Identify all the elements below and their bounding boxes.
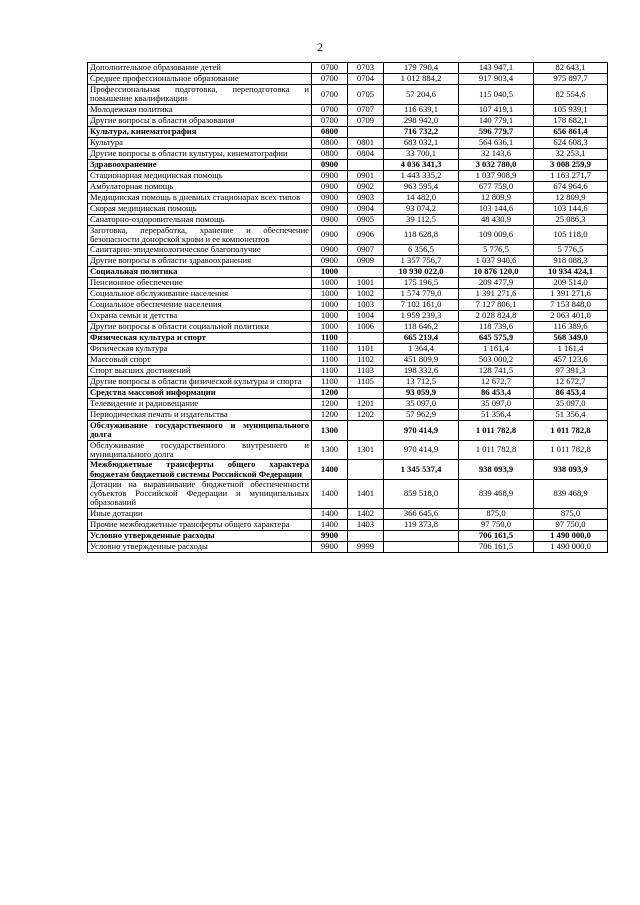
row-value-year-3: 1 011 782,8 <box>534 440 608 460</box>
row-section-code: 1000 <box>312 300 348 311</box>
row-section-code: 0900 <box>312 214 348 225</box>
row-section-code: 9900 <box>312 530 348 541</box>
row-section-code: 1000 <box>312 267 348 278</box>
row-value-year-1: 57 962,9 <box>384 410 459 421</box>
table-row-section-total <box>88 333 608 344</box>
row-value-year-2: 596 779,7 <box>459 126 534 137</box>
row-subsection-code <box>348 159 384 170</box>
row-name-cell: Социальное обслуживание населения <box>88 289 312 300</box>
row-subsection-code: 0906 <box>348 225 384 245</box>
row-section-code: 0900 <box>312 245 348 256</box>
row-value-year-3: 2 063 401,0 <box>534 311 608 322</box>
row-value-year-1: 1 959 239,3 <box>384 311 459 322</box>
row-subsection-code: 1103 <box>348 366 384 377</box>
row-subsection-code: 1202 <box>348 410 384 421</box>
row-value-year-1: 118 646,2 <box>384 322 459 333</box>
row-name-cell: Обслуживание государственного внутреннего и муниципального долга <box>88 440 312 460</box>
row-subsection-code: 0703 <box>348 63 384 74</box>
row-value-year-3: 103 144,6 <box>534 203 608 214</box>
row-name-cell: Санаторно-оздоровительная помощь <box>88 214 312 225</box>
row-name-cell: Условно утвержденные расходы <box>88 541 312 552</box>
table-row <box>88 214 608 225</box>
row-name-cell: Среднее профессиональное образование <box>88 74 312 85</box>
row-value-year-2: 107 419,1 <box>459 104 534 115</box>
row-value-year-3: 51 356,4 <box>534 410 608 421</box>
row-value-year-1: 35 097,0 <box>384 399 459 410</box>
table-row-section-total <box>88 159 608 170</box>
row-name-cell: Спорт высших достижений <box>88 366 312 377</box>
row-name-cell: Социальная политика <box>88 267 312 278</box>
row-value-year-2: 1 037 940,6 <box>459 256 534 267</box>
row-value-year-3: 656 861,4 <box>534 126 608 137</box>
row-value-year-1: 14 482,0 <box>384 192 459 203</box>
table-row <box>88 278 608 289</box>
row-value-year-2: 1 037 908,9 <box>459 170 534 181</box>
row-section-code: 1100 <box>312 377 348 388</box>
row-value-year-3: 209 514,0 <box>534 278 608 289</box>
row-value-year-2: 839 468,9 <box>459 479 534 508</box>
row-value-year-2: 503 000,2 <box>459 355 534 366</box>
row-subsection-code <box>348 421 384 441</box>
row-subsection-code <box>348 126 384 137</box>
row-value-year-3: 7 153 848,0 <box>534 300 608 311</box>
row-name-cell: Культура, кинематография <box>88 126 312 137</box>
row-value-year-3: 839 468,9 <box>534 479 608 508</box>
row-subsection-code: 0904 <box>348 203 384 214</box>
row-value-year-3: 97 391,3 <box>534 366 608 377</box>
table-row <box>88 181 608 192</box>
row-value-year-3: 10 934 424,1 <box>534 267 608 278</box>
table-row <box>88 519 608 530</box>
table-row-section-total <box>88 267 608 278</box>
row-section-code: 1100 <box>312 366 348 377</box>
row-value-year-1: 1 357 756,7 <box>384 256 459 267</box>
row-subsection-code: 1401 <box>348 479 384 508</box>
table-row <box>88 104 608 115</box>
row-section-code: 0900 <box>312 192 348 203</box>
row-section-code: 0700 <box>312 115 348 126</box>
row-value-year-3: 624 608,3 <box>534 137 608 148</box>
row-value-year-2: 564 636,1 <box>459 137 534 148</box>
row-subsection-code: 0709 <box>348 115 384 126</box>
row-name-cell: Физическая культура <box>88 344 312 355</box>
row-subsection-code: 1001 <box>348 278 384 289</box>
table-row <box>88 74 608 85</box>
table-row <box>88 300 608 311</box>
row-section-code: 1200 <box>312 399 348 410</box>
row-subsection-code: 1002 <box>348 289 384 300</box>
table-row <box>88 541 608 552</box>
row-value-year-1: 119 373,8 <box>384 519 459 530</box>
row-subsection-code: 0902 <box>348 181 384 192</box>
row-subsection-code: 0704 <box>348 74 384 85</box>
row-subsection-code: 1003 <box>348 300 384 311</box>
table-row-section-total <box>88 530 608 541</box>
row-subsection-code: 9999 <box>348 541 384 552</box>
row-value-year-3: 116 389,6 <box>534 322 608 333</box>
row-value-year-1: 198 332,6 <box>384 366 459 377</box>
row-value-year-1: 175 196,5 <box>384 278 459 289</box>
row-section-code: 1000 <box>312 289 348 300</box>
row-section-code: 1000 <box>312 278 348 289</box>
row-section-code: 0700 <box>312 63 348 74</box>
row-section-code: 1000 <box>312 322 348 333</box>
row-value-year-2: 48 430,9 <box>459 214 534 225</box>
row-section-code: 1400 <box>312 508 348 519</box>
row-value-year-1 <box>384 541 459 552</box>
row-value-year-1: 118 628,8 <box>384 225 459 245</box>
row-value-year-3: 1 490 000,0 <box>534 541 608 552</box>
row-name-cell: Санитарно-эпидемиологическое благополучие <box>88 245 312 256</box>
row-section-code: 1100 <box>312 355 348 366</box>
row-value-year-3: 82 554,6 <box>534 85 608 105</box>
row-value-year-1: 6 356,5 <box>384 245 459 256</box>
row-name-cell: Пенсионное обеспечение <box>88 278 312 289</box>
row-value-year-2: 12 672,7 <box>459 377 534 388</box>
row-section-code: 0900 <box>312 159 348 170</box>
row-value-year-2: 1 011 782,8 <box>459 440 534 460</box>
table-row <box>88 508 608 519</box>
row-value-year-2: 3 032 780,0 <box>459 159 534 170</box>
row-name-cell: Стационарная медицинская помощь <box>88 170 312 181</box>
row-value-year-3: 105 939,1 <box>534 104 608 115</box>
row-value-year-1: 116 639,1 <box>384 104 459 115</box>
row-value-year-1: 970 414,9 <box>384 440 459 460</box>
row-value-year-3: 82 643,1 <box>534 63 608 74</box>
row-name-cell: Прочие межбюджетные трансферты общего характера <box>88 519 312 530</box>
row-name-cell: Медицинская помощь в дневных стационарах всех типов <box>88 192 312 203</box>
table-row <box>88 148 608 159</box>
row-value-year-3: 86 453,4 <box>534 388 608 399</box>
row-value-year-1: 1 443 335,2 <box>384 170 459 181</box>
row-value-year-1: 1 345 537,4 <box>384 460 459 480</box>
row-value-year-3: 1 490 000,0 <box>534 530 608 541</box>
row-value-year-2: 1 391 271,6 <box>459 289 534 300</box>
table-row <box>88 322 608 333</box>
row-value-year-2: 706 161,5 <box>459 541 534 552</box>
row-value-year-1: 7 102 161,0 <box>384 300 459 311</box>
row-subsection-code: 0903 <box>348 192 384 203</box>
row-subsection-code: 0801 <box>348 137 384 148</box>
row-value-year-3: 12 809,9 <box>534 192 608 203</box>
row-value-year-1: 683 032,1 <box>384 137 459 148</box>
table-row <box>88 192 608 203</box>
row-name-cell: Амбулаторная помощь <box>88 181 312 192</box>
row-subsection-code <box>348 530 384 541</box>
row-section-code: 1300 <box>312 440 348 460</box>
row-value-year-2: 86 453,4 <box>459 388 534 399</box>
row-value-year-2: 109 009,6 <box>459 225 534 245</box>
row-name-cell: Профессиональная подготовка, переподготовка и повышение квалификации <box>88 85 312 105</box>
row-subsection-code: 1301 <box>348 440 384 460</box>
row-value-year-2: 938 093,9 <box>459 460 534 480</box>
table-row <box>88 289 608 300</box>
row-value-year-3: 674 964,6 <box>534 181 608 192</box>
table-row <box>88 170 608 181</box>
row-name-cell: Условно утвержденные расходы <box>88 530 312 541</box>
row-name-cell: Социальное обеспечение населения <box>88 300 312 311</box>
row-value-year-2: 645 575,9 <box>459 333 534 344</box>
table-row <box>88 203 608 214</box>
row-value-year-1: 298 942,0 <box>384 115 459 126</box>
row-section-code: 1000 <box>312 311 348 322</box>
row-value-year-1: 1 574 779,0 <box>384 289 459 300</box>
row-value-year-1 <box>384 530 459 541</box>
row-section-code: 0900 <box>312 181 348 192</box>
row-subsection-code: 1403 <box>348 519 384 530</box>
table-row <box>88 410 608 421</box>
row-name-cell: Телевидение и радиовещание <box>88 399 312 410</box>
row-value-year-1: 4 036 341,3 <box>384 159 459 170</box>
row-subsection-code <box>348 460 384 480</box>
row-name-cell: Массовый спорт <box>88 355 312 366</box>
table-row <box>88 311 608 322</box>
row-section-code: 0900 <box>312 225 348 245</box>
row-value-year-2: 97 750,0 <box>459 519 534 530</box>
budget-table-body <box>88 63 608 553</box>
row-value-year-3: 97 750,0 <box>534 519 608 530</box>
row-subsection-code: 1201 <box>348 399 384 410</box>
row-value-year-2: 677 759,0 <box>459 181 534 192</box>
budget-table <box>87 62 608 553</box>
row-value-year-2: 128 741,5 <box>459 366 534 377</box>
row-name-cell: Иные дотации <box>88 508 312 519</box>
row-value-year-1: 57 204,6 <box>384 85 459 105</box>
table-row <box>88 63 608 74</box>
table-row <box>88 85 608 105</box>
row-value-year-1: 665 219,4 <box>384 333 459 344</box>
row-value-year-1: 716 732,2 <box>384 126 459 137</box>
row-value-year-3: 1 161,4 <box>534 344 608 355</box>
row-value-year-3: 568 349,0 <box>534 333 608 344</box>
table-row <box>88 115 608 126</box>
row-section-code: 1100 <box>312 344 348 355</box>
row-value-year-3: 938 093,9 <box>534 460 608 480</box>
table-row-section-total <box>88 388 608 399</box>
row-value-year-3: 178 682,1 <box>534 115 608 126</box>
row-name-cell: Скорая медицинская помощь <box>88 203 312 214</box>
row-name-cell: Другие вопросы в области социальной политики <box>88 322 312 333</box>
row-value-year-1: 10 930 022,0 <box>384 267 459 278</box>
row-subsection-code <box>348 388 384 399</box>
row-name-cell: Другие вопросы в области здравоохранения <box>88 256 312 267</box>
row-value-year-3: 875,0 <box>534 508 608 519</box>
row-value-year-3: 918 088,3 <box>534 256 608 267</box>
row-subsection-code: 1402 <box>348 508 384 519</box>
row-section-code: 0700 <box>312 74 348 85</box>
row-name-cell: Охрана семьи и детства <box>88 311 312 322</box>
row-section-code: 0900 <box>312 203 348 214</box>
row-section-code: 0700 <box>312 104 348 115</box>
row-subsection-code: 0905 <box>348 214 384 225</box>
row-value-year-3: 25 086,3 <box>534 214 608 225</box>
table-row <box>88 225 608 245</box>
row-name-cell: Средства массовой информации <box>88 388 312 399</box>
row-value-year-2: 209 477,9 <box>459 278 534 289</box>
row-name-cell: Обслуживание государственного и муниципального долга <box>88 421 312 441</box>
row-subsection-code: 0804 <box>348 148 384 159</box>
row-section-code: 0800 <box>312 137 348 148</box>
row-subsection-code: 0901 <box>348 170 384 181</box>
row-value-year-2: 143 947,1 <box>459 63 534 74</box>
row-section-code: 1400 <box>312 479 348 508</box>
row-value-year-1: 93 074,2 <box>384 203 459 214</box>
row-name-cell: Культура <box>88 137 312 148</box>
row-value-year-3: 457 123,6 <box>534 355 608 366</box>
row-section-code: 1400 <box>312 519 348 530</box>
table-row <box>88 137 608 148</box>
row-value-year-1: 1 012 884,2 <box>384 74 459 85</box>
row-value-year-1: 39 112,5 <box>384 214 459 225</box>
row-name-cell: Физическая культура и спорт <box>88 333 312 344</box>
row-value-year-1: 366 645,6 <box>384 508 459 519</box>
row-name-cell: Межбюджетные трансферты общего характера бюджетам бюджетной системы Российской Федерации <box>88 460 312 480</box>
row-subsection-code: 0907 <box>348 245 384 256</box>
table-row <box>88 377 608 388</box>
table-row <box>88 256 608 267</box>
row-subsection-code: 1006 <box>348 322 384 333</box>
row-value-year-3: 1 011 782,8 <box>534 421 608 441</box>
row-subsection-code: 1102 <box>348 355 384 366</box>
row-name-cell: Здравоохранение <box>88 159 312 170</box>
table-row <box>88 245 608 256</box>
row-value-year-2: 7 127 806,1 <box>459 300 534 311</box>
row-value-year-2: 1 161,4 <box>459 344 534 355</box>
row-value-year-2: 706 161,5 <box>459 530 534 541</box>
row-name-cell: Заготовка, переработка, хранение и обеспечение безопасности донорской крови и ее компонентов <box>88 225 312 245</box>
row-section-code: 1100 <box>312 333 348 344</box>
table-row-section-total <box>88 421 608 441</box>
row-value-year-3: 3 008 259,9 <box>534 159 608 170</box>
row-name-cell: Другие вопросы в области образования <box>88 115 312 126</box>
table-row <box>88 399 608 410</box>
row-subsection-code <box>348 267 384 278</box>
table-row <box>88 479 608 508</box>
row-subsection-code: 0707 <box>348 104 384 115</box>
row-subsection-code: 0909 <box>348 256 384 267</box>
row-value-year-2: 115 040,5 <box>459 85 534 105</box>
row-name-cell: Периодическая печать и издательства <box>88 410 312 421</box>
row-section-code: 0900 <box>312 256 348 267</box>
row-value-year-2: 1 011 782,8 <box>459 421 534 441</box>
row-value-year-3: 12 672,7 <box>534 377 608 388</box>
row-value-year-2: 917 903,4 <box>459 74 534 85</box>
row-value-year-2: 103 144,6 <box>459 203 534 214</box>
table-row-section-total <box>88 460 608 480</box>
row-value-year-1: 963 595,4 <box>384 181 459 192</box>
row-name-cell: Дополнительное образование детей <box>88 63 312 74</box>
row-subsection-code: 0705 <box>348 85 384 105</box>
row-value-year-2: 35 097,0 <box>459 399 534 410</box>
row-value-year-1: 93 059,9 <box>384 388 459 399</box>
row-value-year-2: 140 779,1 <box>459 115 534 126</box>
row-name-cell: Молодежная политика <box>88 104 312 115</box>
table-row <box>88 355 608 366</box>
table-row <box>88 344 608 355</box>
row-value-year-2: 5 776,5 <box>459 245 534 256</box>
row-value-year-3: 32 253,1 <box>534 148 608 159</box>
row-section-code: 0800 <box>312 126 348 137</box>
table-row-section-total <box>88 126 608 137</box>
row-value-year-1: 1 364,4 <box>384 344 459 355</box>
row-value-year-1: 33 700,1 <box>384 148 459 159</box>
row-name-cell: Другие вопросы в области физической культуры и спорта <box>88 377 312 388</box>
row-section-code: 9900 <box>312 541 348 552</box>
row-value-year-1: 179 790,4 <box>384 63 459 74</box>
page-number: 2 <box>317 40 323 54</box>
row-section-code: 0700 <box>312 85 348 105</box>
row-value-year-3: 1 163 271,7 <box>534 170 608 181</box>
row-section-code: 1300 <box>312 421 348 441</box>
row-value-year-3: 5 776,5 <box>534 245 608 256</box>
row-subsection-code: 1101 <box>348 344 384 355</box>
row-value-year-3: 35 097,0 <box>534 399 608 410</box>
row-value-year-1: 451 809,9 <box>384 355 459 366</box>
row-value-year-2: 51 356,4 <box>459 410 534 421</box>
row-name-cell: Дотации на выравнивание бюджетной обеспеченности субъектов Российской Федерации и муниципальных образований <box>88 479 312 508</box>
row-value-year-1: 859 518,0 <box>384 479 459 508</box>
row-section-code: 0900 <box>312 170 348 181</box>
row-name-cell: Другие вопросы в области культуры, кинематографии <box>88 148 312 159</box>
row-value-year-1: 13 712,5 <box>384 377 459 388</box>
row-section-code: 1200 <box>312 388 348 399</box>
row-value-year-3: 105 118,0 <box>534 225 608 245</box>
row-value-year-2: 12 809,9 <box>459 192 534 203</box>
row-subsection-code: 1105 <box>348 377 384 388</box>
table-row <box>88 366 608 377</box>
row-value-year-2: 10 876 120,0 <box>459 267 534 278</box>
row-value-year-1: 970 414,9 <box>384 421 459 441</box>
row-subsection-code: 1004 <box>348 311 384 322</box>
row-value-year-3: 975 897,7 <box>534 74 608 85</box>
row-value-year-3: 1 391 271,6 <box>534 289 608 300</box>
row-value-year-2: 118 739,6 <box>459 322 534 333</box>
row-value-year-2: 32 143,6 <box>459 148 534 159</box>
row-value-year-2: 2 028 824,8 <box>459 311 534 322</box>
row-value-year-2: 875,0 <box>459 508 534 519</box>
row-section-code: 1200 <box>312 410 348 421</box>
row-subsection-code <box>348 333 384 344</box>
row-section-code: 1400 <box>312 460 348 480</box>
row-section-code: 0800 <box>312 148 348 159</box>
table-row <box>88 440 608 460</box>
